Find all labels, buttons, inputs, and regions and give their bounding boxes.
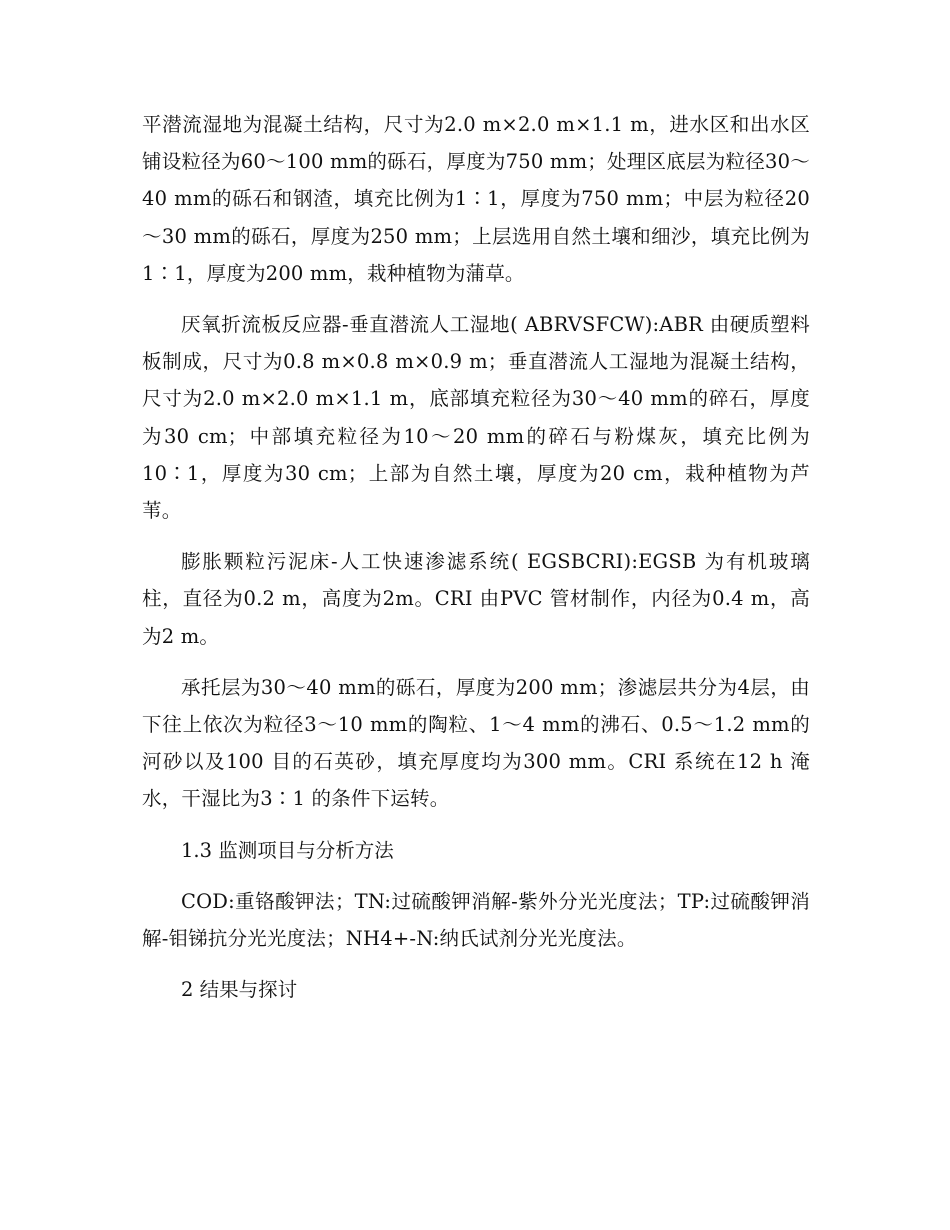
paragraph-methods: COD:重铬酸钾法；TN:过硫酸钾消解-紫外分光光度法；TP:过硫酸钾消解-钼锑抗分光光度法；NH4+-N:纳氏试剂分光光度法。	[142, 889, 810, 951]
paragraph-egsbcri: 膨胀颗粒污泥床-人工快速渗滤系统( EGSBCRI):EGSB 为有机玻璃柱，直径为0.2 m，高度为2m。CRI 由PVC 管材制作，内径为0.4 m，高为2 m。	[142, 550, 810, 648]
document-page	[142, 106, 810, 1022]
paragraph-abrvsfcw: 厌氧折流板反应器-垂直潜流人工湿地( ABRVSFCW):ABR 由硬质塑料板制成，尺寸为0.8 m×0.8 m×0.9 m；垂直潜流人工湿地为混凝土结构，尺寸为2.0 m×2.0 m×1.1 m，底部填充粒径为30～40 mm的碎石，厚度为30 cm；中部填充粒径为10～20 mm的碎石与粉煤灰，填充比例为10∶1，厚度为30 cm；上部为自然土壤，厚度为20 cm，栽种植物为芦苇。	[142, 313, 810, 523]
paragraph-support-layer: 承托层为30～40 mm的砾石，厚度为200 mm；渗滤层共分为4层，由下往上依次为粒径3～10 mm的陶粒、1～4 mm的沸石、0.5～1.2 mm的河砂以及100 目的石英砂，填充厚度均为300 mm。CRI 系统在12 h 淹水，干湿比为3∶1 的条件下运转。	[142, 675, 810, 811]
section-heading-2: 2 结果与探讨	[181, 978, 298, 1002]
section-heading-1-3: 1.3 监测项目与分析方法	[181, 838, 394, 862]
paragraph-hsfcw: 平潜流湿地为混凝土结构，尺寸为2.0 m×2.0 m×1.1 m，进水区和出水区铺设粒径为60～100 mm的砾石，厚度为750 mm；处理区底层为粒径30～40 mm的砾石和钢渣，填充比例为1∶1，厚度为750 mm；中层为粒径20～30 mm的砾石，厚度为250 mm；上层选用自然土壤和细沙，填充比例为1∶1，厚度为200 mm，栽种植物为蒲草。	[142, 113, 810, 285]
